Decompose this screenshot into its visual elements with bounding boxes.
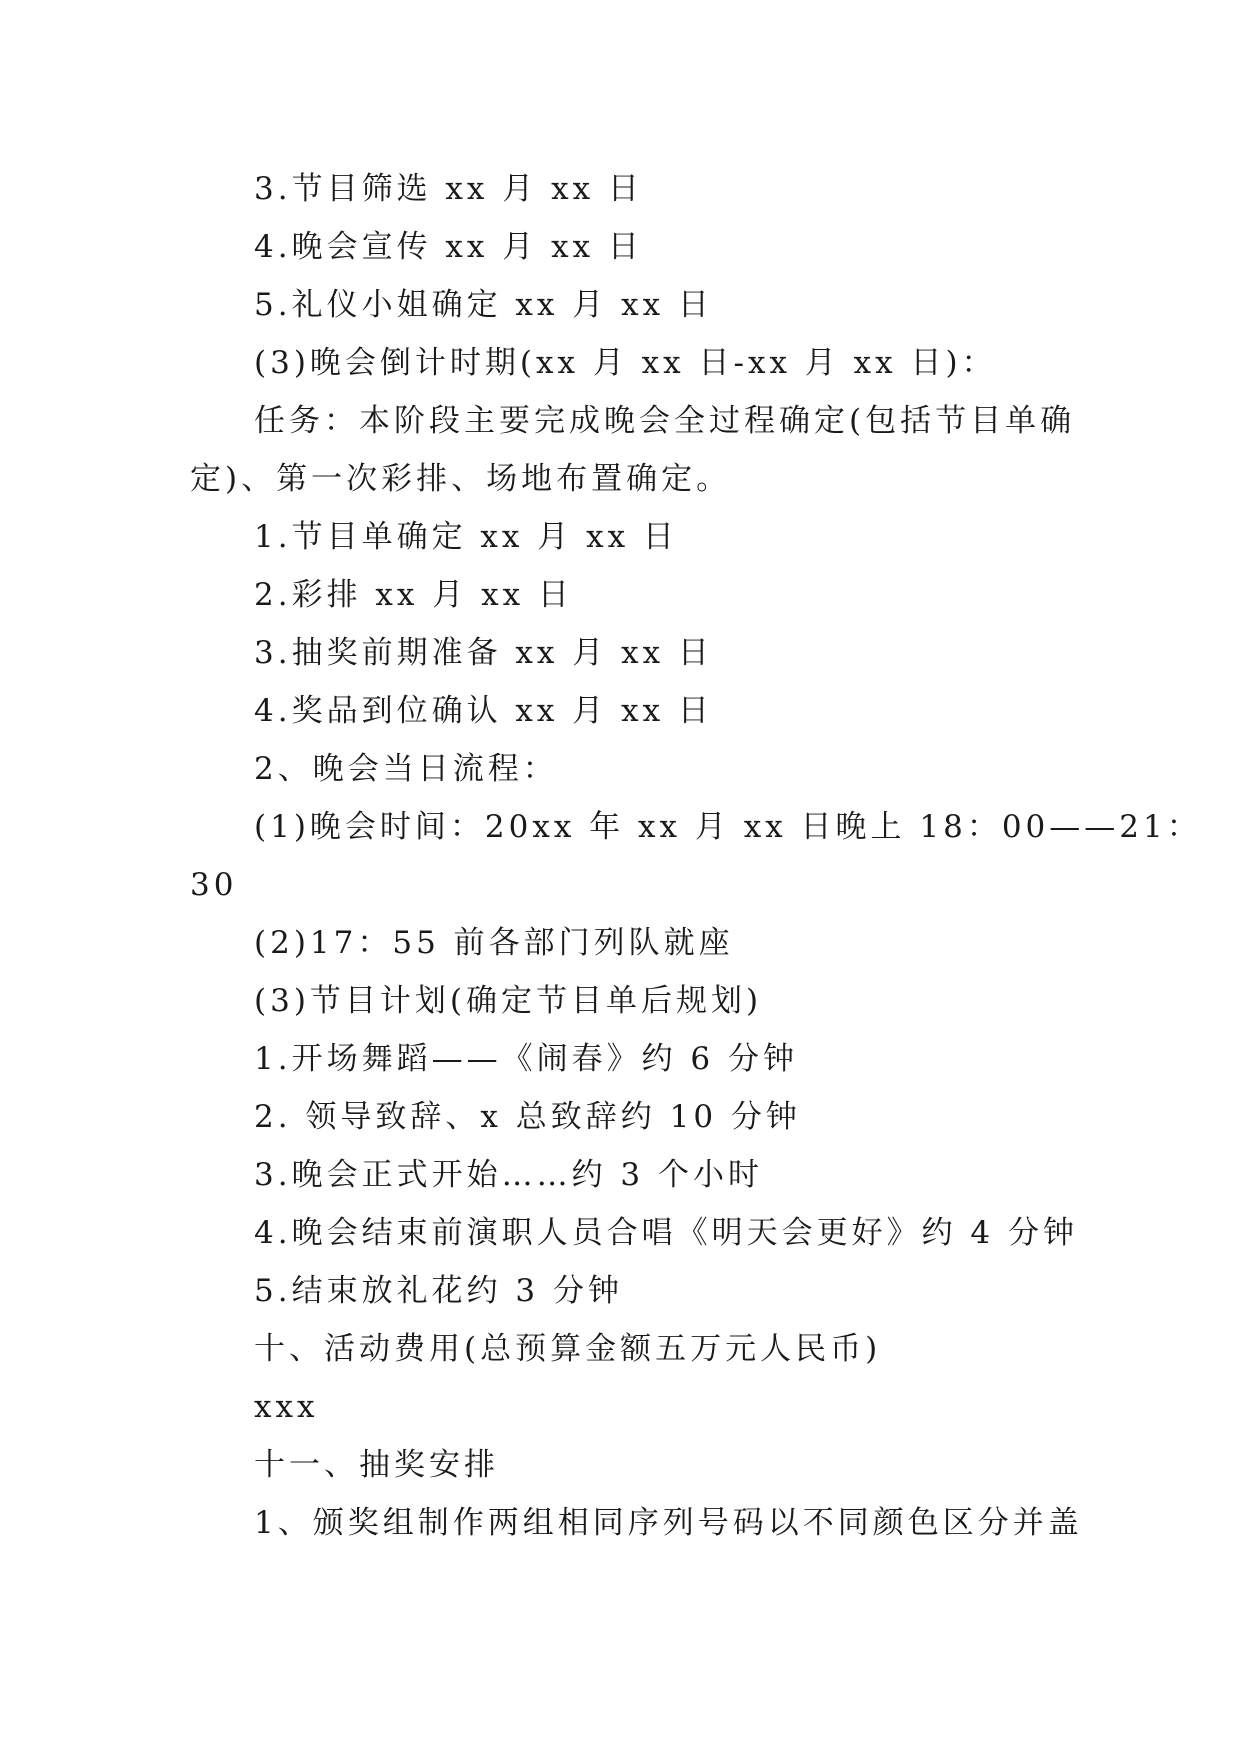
text-line: 3.节目筛选 xx 月 xx 日 — [254, 171, 643, 207]
text-line: (3)晚会倒计时期(xx 月 xx 日-xx 月 xx 日)： — [254, 345, 997, 381]
text-line: 5.结束放礼花约 3 分钟 — [254, 1273, 624, 1309]
text-line: 3.晚会正式开始……约 3 个小时 — [254, 1157, 764, 1193]
text-line: (3)节目计划(确定节目单后规划) — [254, 983, 763, 1019]
text-line: 任务：本阶段主要完成晚会全过程确定(包括节目单确 — [254, 403, 1076, 439]
text-line: (1)晚会时间：20xx 年 xx 月 xx 日晚上 18：00——21： — [254, 809, 1202, 845]
text-line: 3.抽奖前期准备 xx 月 xx 日 — [254, 635, 713, 671]
section-heading: 十一、抽奖安排 — [254, 1447, 499, 1483]
section-heading: 2、晚会当日流程： — [254, 751, 558, 787]
text-line: 1.开场舞蹈——《闹春》约 6 分钟 — [254, 1041, 799, 1077]
text-line: 定)、第一次彩排、场地布置确定。 — [190, 461, 732, 497]
text-line: 4.奖品到位确认 xx 月 xx 日 — [254, 693, 713, 729]
text-line: 4.晚会结束前演职人员合唱《明天会更好》约 4 分钟 — [254, 1215, 1079, 1251]
text-line: 4.晚会宣传 xx 月 xx 日 — [254, 229, 643, 265]
text-line: 30 — [190, 867, 238, 903]
text-line: 5.礼仪小姐确定 xx 月 xx 日 — [254, 287, 713, 323]
text-line: (2)17：55 前各部门列队就座 — [254, 925, 734, 961]
section-heading: 十、活动费用(总预算金额五万元人民币) — [254, 1331, 882, 1367]
text-line: 1、颁奖组制作两组相同序列号码以不同颜色区分并盖 — [254, 1505, 1083, 1541]
text-line: 2.彩排 xx 月 xx 日 — [254, 577, 573, 613]
text-line: xxx — [254, 1389, 319, 1425]
text-line: 2. 领导致辞、x 总致辞约 10 分钟 — [254, 1099, 801, 1135]
text-line: 1.节目单确定 xx 月 xx 日 — [254, 519, 678, 555]
document-body — [190, 160, 1202, 1552]
